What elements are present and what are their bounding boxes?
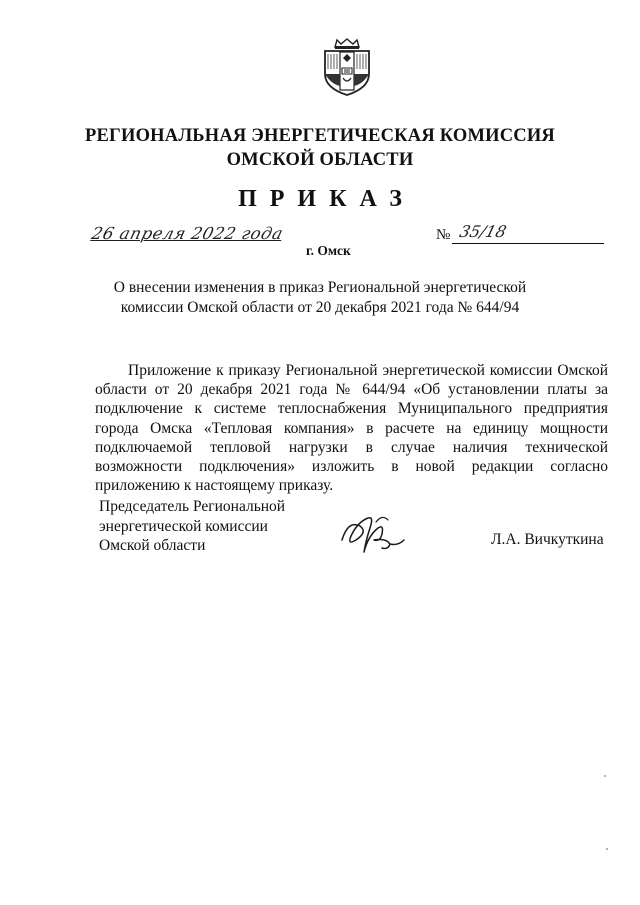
order-number-underline xyxy=(452,243,604,244)
coat-of-arms-icon xyxy=(319,38,375,96)
document-title: ПРИКАЗ xyxy=(238,186,415,212)
order-number-label: № xyxy=(436,227,451,243)
handwritten-date: 26 апреля 2022 года xyxy=(89,224,286,243)
handwritten-order-number: 35/18 xyxy=(457,222,509,241)
org-name-line2: ОМСКОЙ ОБЛАСТИ xyxy=(226,150,414,170)
position-line3: Омской области xyxy=(99,537,206,554)
signer-name: Л.А. Вичкуткина xyxy=(491,531,604,548)
body-paragraph: Приложение к приказу Региональной энергетической комиссии Омской области от 20 декабря 2021 года № 644/94 «Об установлении платы за подключение к системе теплоснабжения Муниципального предприятия города Омска «Тепловая компания» в расчете на единицу мощности подключаемой тепловой нагрузки в случае наличия технической возможности подключения» изложить в новой редакции согласно приложению к настоящему приказу. xyxy=(95,362,608,495)
position-line2: энергетической комиссии xyxy=(99,517,268,535)
city-label: г. Омск xyxy=(306,243,351,258)
org-name-line1: РЕГИОНАЛЬНАЯ ЭНЕРГЕТИЧЕСКАЯ КОМИССИЯ xyxy=(84,126,555,146)
scan-speck xyxy=(604,775,606,777)
subject-line2: комиссии Омской области от 20 декабря 2021 года № 644/94 xyxy=(120,299,520,316)
signatory-position xyxy=(99,497,285,556)
signature-icon xyxy=(338,510,408,558)
position-line1: Председатель Региональной xyxy=(99,498,286,515)
scan-speck xyxy=(606,848,608,850)
subject-line1: О внесении изменения в приказ Региональной энергетической xyxy=(113,279,527,296)
